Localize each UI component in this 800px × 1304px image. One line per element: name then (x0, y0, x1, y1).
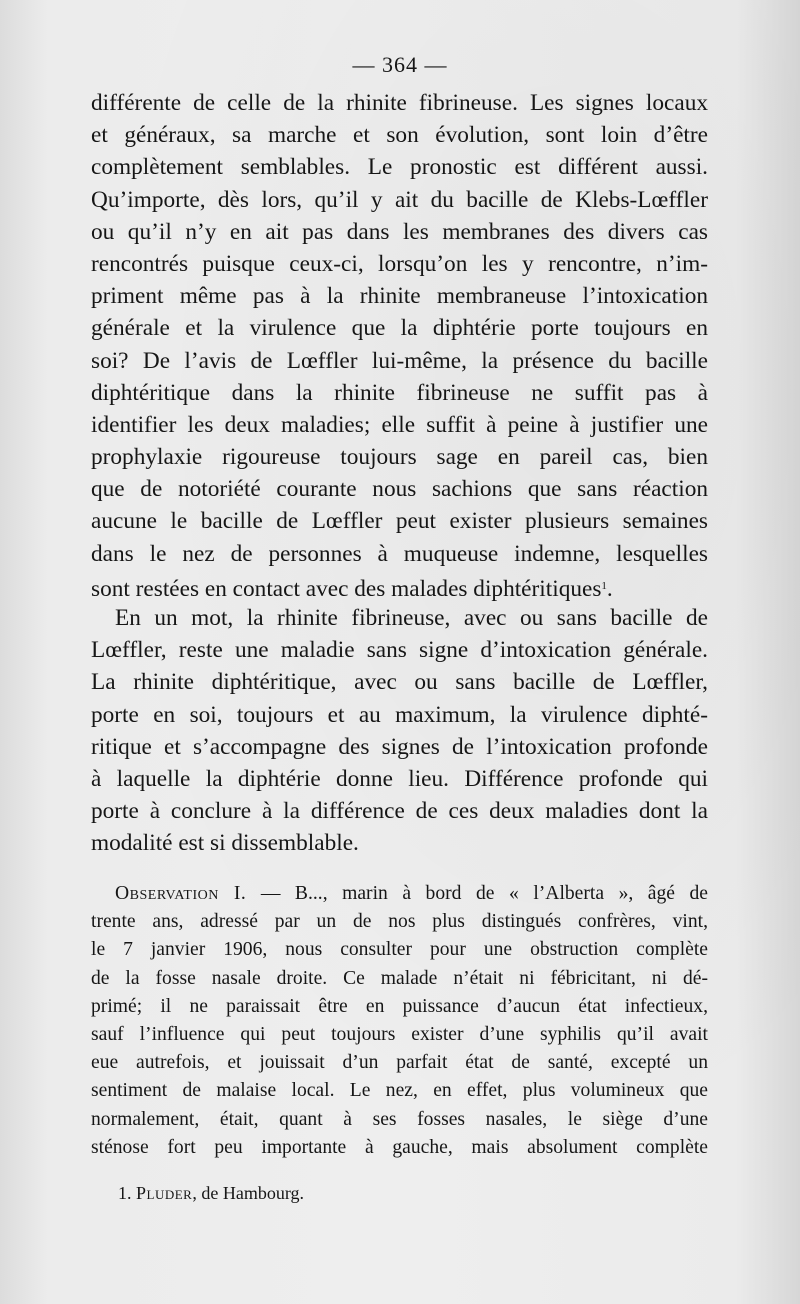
footnote-ref: 1 (601, 579, 607, 592)
footnote-number: 1. (118, 1183, 132, 1203)
text-line: différente de celle de la rhinite fibrineuse. Les signes locaux (91, 90, 708, 116)
text-line: ou qu’il n’y en ait pas dans les membranes des divers cas (91, 218, 708, 245)
text-line: que de notoriété courante nous sachions que sans réaction (91, 476, 708, 503)
observation-line (91, 880, 708, 908)
text-line: dans le nez de personnes à muqueuse indemne, lesquelles (91, 540, 708, 567)
text-line: diphtéritique dans la rhinite fibrineuse ne suffit pas à (91, 379, 708, 406)
observation-line: sentiment de malaise local. Le nez, en effet, plus volumineux que (91, 1080, 708, 1102)
text-line: générale et la virulence que la diphtérie porte toujours en (91, 315, 708, 342)
text-line-content: sont restées en contact avec des malades diphtéritiques (91, 575, 602, 602)
text-line: aucune le bacille de Lœffler peut exister plusieurs semaines (91, 508, 708, 535)
observation-block (91, 880, 708, 1162)
text-line: identifier les deux maladies; elle suffit à peine à justifier une (91, 411, 708, 438)
observation-line: trente ans, adressé par un de nos plus distingués confrères, vint, (91, 911, 708, 933)
observation-line: primé; il ne paraissait être en puissance d’aucun état infectieux, (91, 995, 708, 1017)
text-line: ritique et s’accompagne des signes de l’intoxication profonde (91, 733, 708, 760)
observation-label: Observation I. (115, 883, 247, 904)
text-line: et généraux, sa marche et son évolution, sont loin d’être (91, 122, 708, 149)
footnote (118, 1180, 304, 1206)
text-line: Lœffler, reste une maladie sans signe d’intoxication générale. (91, 637, 708, 664)
text-line: à laquelle la diphtérie donne lieu. Différence profonde qui (91, 765, 708, 792)
observation-line: de la fosse nasale droite. Ce malade n’était ni fébricitant, ni dé- (91, 967, 708, 989)
text-line: soi? De l’avis de Lœffler lui-même, la présence du bacille (91, 347, 708, 374)
text-line: En un mot, la rhinite fibrineuse, avec ou sans bacille de (115, 605, 708, 631)
observation-line-content: — B..., marin à bord de « l’Alberta », âgé de (246, 883, 708, 904)
footnote-author: Pluder (136, 1183, 193, 1203)
observation-line: eue autrefois, et jouissait d’un parfait état de santé, excepté un (91, 1052, 708, 1074)
text-line: La rhinite diphtéritique, avec ou sans bacille de Lœffler, (91, 669, 708, 696)
text-line: prophylaxie rigoureuse toujours sage en pareil cas, bien (91, 444, 708, 471)
observation-line: le 7 janvier 1906, nous consulter pour une obstruction complète (91, 939, 708, 961)
footnote-text: , de Hambourg. (192, 1183, 304, 1203)
text-line: complètement semblables. Le pronostic est différent aussi. (91, 154, 708, 181)
text-line: priment même pas à la rhinite membraneuse l’intoxication (91, 283, 708, 310)
text-line: modalité est si dissemblable. (91, 830, 359, 857)
observation-line: sténose fort peu importante à gauche, mais absolument complète (91, 1136, 708, 1158)
body-text (91, 87, 708, 860)
text-line-end: . (606, 575, 613, 602)
text-line (91, 570, 708, 602)
text-line: Qu’importe, dès lors, qu’il y ait du bacille de Klebs-Lœffler (91, 186, 708, 213)
observation-line: sauf l’influence qui peut toujours exister d’une syphilis qu’il avait (91, 1023, 708, 1045)
page-number: — 364 — (352, 52, 448, 77)
text-line: porte à conclure à la différence de ces deux maladies dont la (91, 798, 708, 825)
observation-line: normalement, était, quant à ses fosses nasales, le siège d’une (91, 1108, 708, 1130)
text-line: rencontrés puisque ceux-ci, lorsqu’on les y rencontre, n’im- (91, 250, 708, 277)
text-line: porte en soi, toujours et au maximum, la virulence diphté- (91, 701, 708, 728)
